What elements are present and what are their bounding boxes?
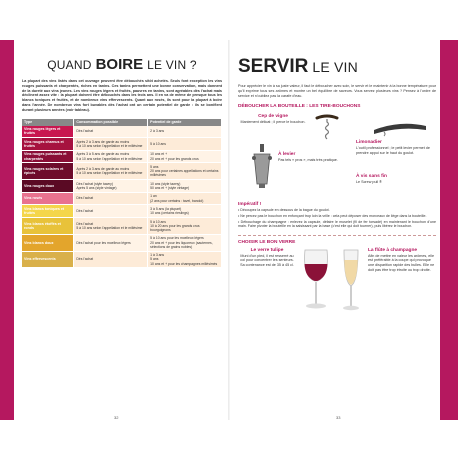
imperatif-block xyxy=(238,202,436,228)
glass-name: La flûte à champagne xyxy=(368,247,418,253)
cell-consommation: Dès l'achat pour les moelleux légers xyxy=(74,234,148,251)
right-page-number: 33 xyxy=(336,415,341,420)
cell-type: Vins rouges puissants et charpentés xyxy=(22,150,74,163)
table-header-row xyxy=(22,119,222,126)
tool-desc: Le Screw pull ® xyxy=(356,180,382,185)
cell-type: Vins effervescents xyxy=(22,251,74,268)
header-type: Type xyxy=(22,119,74,126)
cell-type: Vins rouges doux xyxy=(22,180,74,193)
cell-consommation: Dès l'achat xyxy=(74,205,148,218)
title-post: LE VIN ? xyxy=(147,58,197,72)
table-row xyxy=(22,251,222,268)
header-garde: Potentiel de garde xyxy=(148,119,222,126)
table-row xyxy=(22,180,222,193)
tool-limonadier xyxy=(356,140,434,155)
cell-garde: 2 à 3 ans xyxy=(148,126,222,138)
section-verre-heading: CHOISIR LE BON VERRE xyxy=(238,239,296,245)
cell-garde: 3 à 5 ans (la plupart) 10 ans (certains rieslings) xyxy=(148,205,222,218)
table-row xyxy=(22,205,222,218)
cell-garde: 5 à 10 ans 10 à 20 ans pour les grands crus bourguignons xyxy=(148,217,222,234)
cell-type: Vins rosés xyxy=(22,192,74,205)
table-body xyxy=(22,126,222,268)
glass-desc: Afin de mettre en valeur les arômes, elle est préférable à la coupe qui provoque une disparition rapide des bulles. Elle ne doit pas être trop étroite ou trop droite. xyxy=(368,253,435,272)
cell-consommation: Dès l'achat xyxy=(74,192,148,205)
cell-garde: 10 ans (style tawny) 50 ans et + (style vintage) xyxy=(148,180,222,193)
imperatif-title: Impératif ! xyxy=(238,202,262,208)
cell-garde: 1 à 3 ans 5 ans 10 ans et + pour les champagnes millésimés xyxy=(148,251,222,268)
header-consommation: Consommation possible xyxy=(74,119,148,126)
list-item: • Débouchage du champagne : enlevez la capsule, défaire le muselet (fil de fer torsadé) en maintenant le bouchon d'une main. Faire pivoter la bouteille en la saisissant par la base (c'est elle qui doit tourner), puis libérez le bouchon. xyxy=(238,219,436,229)
tool-desc: Maniement délicat ; il perce le bouchon. xyxy=(240,120,306,125)
tool-a-levier xyxy=(278,152,344,163)
right-page-title xyxy=(238,56,436,78)
cell-garde: 5 ans 20 ans pour certaines appellations et certains millésimes xyxy=(148,163,222,180)
right-intro-paragraph: Pour apprécier le vin à sa juste valeur, il faut le déboucher avec soin, le servir et le maintenir à la bonne température pour qu'il exprime tous ses arômes et montre un bel équilibre de saveurs. Vous servez plusieurs vins ? Pensez à l'ordre de service et n'oubliez pas la carafe d'eau. xyxy=(238,84,437,98)
cell-consommation: Dès l'achat xyxy=(74,126,148,138)
tool-name: Cep de vigne xyxy=(258,114,288,120)
tool-cep-de-vigne xyxy=(238,114,308,125)
cell-type: Vins blancs étoffés et ronds xyxy=(22,217,74,234)
cell-garde: 10 ans et + 20 ans et + pour les grands crus xyxy=(148,150,222,163)
cell-type: Vins blancs toniques et fruités xyxy=(22,205,74,218)
champagne-flute-icon xyxy=(340,248,362,312)
table-row xyxy=(22,126,222,138)
limonadier-corkscrew-icon xyxy=(372,116,428,138)
tulip-glass-icon xyxy=(300,248,332,310)
glass-desc: Muni d'un pied, il est resserré au col pour concentrer les senteurs. Sa contenance est de 35 à 45 cl. xyxy=(240,253,294,267)
table-row xyxy=(22,217,222,234)
title-servir: SERVIR xyxy=(238,56,309,77)
right-page xyxy=(238,56,437,420)
left-intro-paragraph: La plupart des vins listés dans cet ouvrage peuvent être débouchés sitôt achetés. Seuls font exception les vins rouges puissants et charpentés, riches en tanins. Ces tanins permettent une bonne conservation, mais donnent de la dureté aux vins jeunes. Les vins rouges légers et fruités, pauvres en tanins, sont agréables dès l'achat mais déclinent assez vite : la plupart doivent être débouchés dans les trois ans. Il en va de même de presque tous les blancs toniques et fruités, et de nombreux vins effervescents. Quant aux rosés, ils sont pour la plupart à boire dans l'année. De nombreux vins fort buvables dès l'achat ont un certain potentiel de garde : ils se bonifient durant plusieurs années (voir tableau). xyxy=(22,79,222,112)
dashed-divider xyxy=(238,235,436,236)
glass-name: Le verre tulipe xyxy=(250,247,284,253)
left-page-edge xyxy=(0,40,14,420)
tool-name: À levier xyxy=(278,152,296,158)
cell-consommation: Après 3 à 5 ans de garde au moins 5 à 10 ans selon l'appellation et le millésime xyxy=(74,150,148,163)
cell-garde: 5 à 10 ans xyxy=(148,138,222,151)
cell-type: Vins rouges légers et fruités xyxy=(22,126,74,138)
tool-desc: Pas tels « pros », mais très pratique. xyxy=(278,158,338,163)
cell-type: Vins rouges charnus et fruités xyxy=(22,138,74,151)
tool-name: Limonadier xyxy=(356,140,382,146)
left-page-number: 32 xyxy=(114,415,119,420)
table-row xyxy=(22,150,222,163)
list-item: • Découpez la capsule en dessous de la bague du goulot. xyxy=(238,208,330,213)
table-row xyxy=(22,234,222,251)
cell-consommation: Après 2 à 3 ans de garde au moins 5 à 10 ans selon l'appellation et le millésime xyxy=(74,138,148,151)
left-page-title xyxy=(22,56,222,73)
right-page-edge xyxy=(440,40,458,420)
glass-tulipe xyxy=(238,248,296,268)
tool-name: À vis sans fin xyxy=(356,174,387,180)
title-pre: QUAND xyxy=(47,58,92,72)
aging-table xyxy=(22,119,222,269)
cell-garde: 1 an (2 ans pour certains : tavel, bandol) xyxy=(148,192,222,205)
table-row xyxy=(22,192,222,205)
cep-corkscrew-icon xyxy=(314,112,340,142)
lever-corkscrew-icon xyxy=(252,144,272,188)
list-item: • Ne percez pas le bouchon en enfonçant trop loin la vrille : cela peut déposer des morceaux de liège dans la bouteille. xyxy=(238,213,427,218)
table-row xyxy=(22,163,222,180)
left-page xyxy=(22,56,222,420)
book-gutter xyxy=(228,40,230,420)
cell-garde: 5 à 10 ans pour les moelleux légers 20 ans et + pour les liquoreux (sauternes, sélections de grains nobles) xyxy=(148,234,222,251)
title-bold: BOIRE xyxy=(95,56,144,73)
section-deboucher-heading: DÉBOUCHER LA BOUTEILLE : LES TIRE-BOUCHONS xyxy=(238,104,361,110)
table-row xyxy=(22,138,222,151)
cell-type: Vins rouges solaires et épicés xyxy=(22,163,74,180)
tool-a-vis-sans-fin xyxy=(356,174,434,185)
cell-consommation: Dès l'achat 5 à 10 ans selon l'appellation et le millésime xyxy=(74,217,148,234)
cell-type: Vins blancs doux xyxy=(22,234,74,251)
title-le-vin: LE VIN xyxy=(312,59,358,75)
cell-consommation: Dès l'achat (style tawny) Après 5 ans (style vintage) xyxy=(74,180,148,193)
cell-consommation: Dès l'achat xyxy=(74,251,148,268)
cell-consommation: Après 2 à 3 ans de garde au moins 5 à 10 ans selon l'appellation et le millésime xyxy=(74,163,148,180)
corkscrews-block xyxy=(238,112,436,200)
imperatif-list xyxy=(238,208,436,228)
tool-desc: L'outil professionnel ; le petit levier permet de prendre appui sur le haut du goulot. xyxy=(356,146,430,155)
glass-flute xyxy=(368,248,436,272)
glasses-block xyxy=(238,248,436,328)
